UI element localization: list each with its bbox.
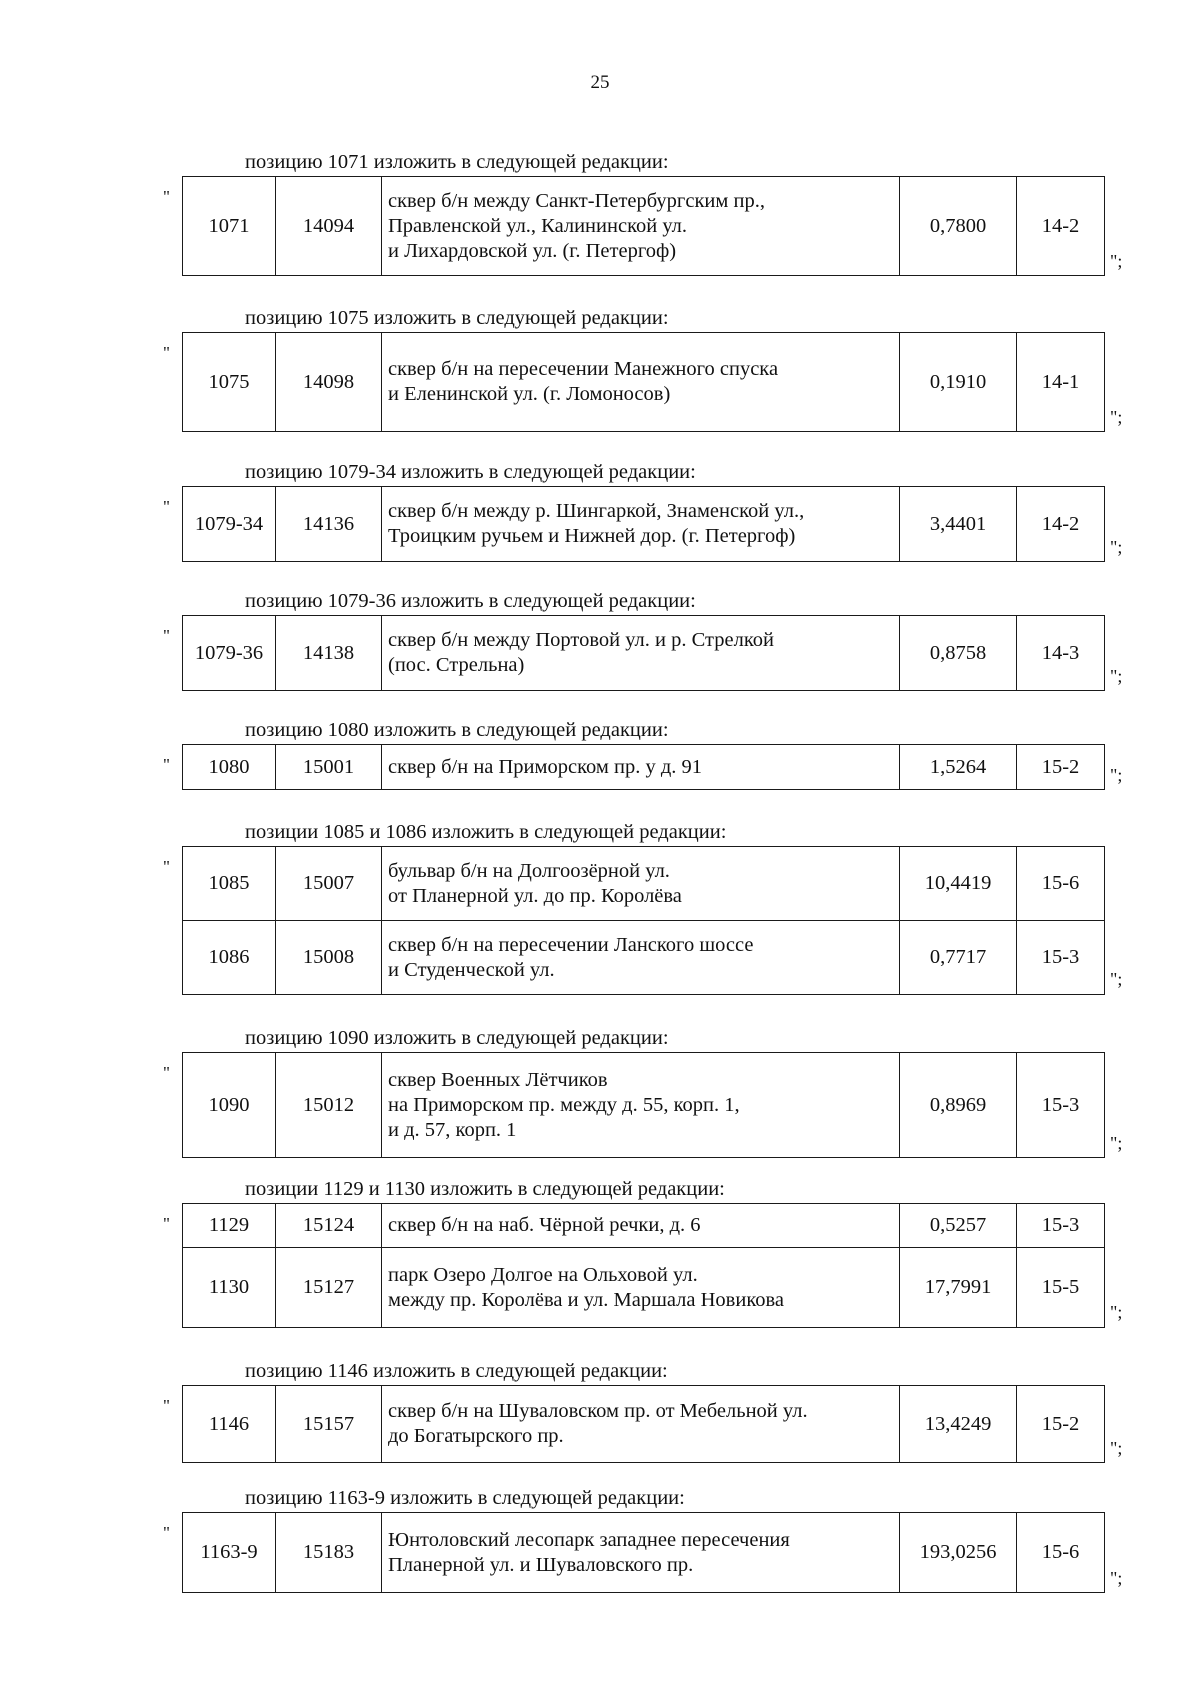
description-line: на Приморском пр. между д. 55, корп. 1, xyxy=(388,1093,740,1116)
amendment-caption: позицию 1080 изложить в следующей редакции: xyxy=(245,719,669,741)
description-cell xyxy=(382,616,900,691)
page-number: 25 xyxy=(590,72,610,93)
closing-quote: "; xyxy=(1110,407,1123,427)
position-number-cell: 1085 xyxy=(183,847,276,921)
position-table xyxy=(182,846,1105,995)
description-line: бульвар б/н на Долгоозёрной ул. xyxy=(388,859,670,882)
closing-quote: "; xyxy=(1110,765,1123,785)
object-code-cell: 15001 xyxy=(276,745,382,790)
closing-quote: "; xyxy=(1110,969,1123,989)
object-code-cell: 14138 xyxy=(276,616,382,691)
description-line: (пос. Стрельна) xyxy=(388,654,525,676)
closing-quote: "; xyxy=(1110,1302,1123,1322)
table-row xyxy=(183,921,1105,995)
description-line: сквер б/н на наб. Чёрной речки, д. 6 xyxy=(388,1214,701,1236)
table-row xyxy=(183,1386,1105,1463)
opening-quote: " xyxy=(163,343,170,362)
object-code-cell: 15012 xyxy=(276,1053,382,1158)
area-cell: 193,0256 xyxy=(900,1513,1017,1593)
opening-quote: " xyxy=(163,187,170,206)
table-row xyxy=(183,745,1105,790)
closing-quote: "; xyxy=(1110,666,1123,686)
area-cell: 17,7991 xyxy=(900,1248,1017,1328)
area-cell: 10,4419 xyxy=(900,847,1017,921)
table-row xyxy=(183,333,1105,432)
closing-quote: "; xyxy=(1110,1438,1123,1458)
position-number-cell: 1079-36 xyxy=(183,616,276,691)
description-line: от Планерной ул. до пр. Королёва xyxy=(388,884,682,907)
zone-cell: 14-1 xyxy=(1017,333,1105,432)
object-code-cell: 15124 xyxy=(276,1204,382,1248)
description-line: сквер б/н между Санкт-Петербургским пр., xyxy=(388,189,765,212)
area-cell: 1,5264 xyxy=(900,745,1017,790)
object-code-cell: 14136 xyxy=(276,487,382,562)
description-cell xyxy=(382,1053,900,1158)
zone-cell: 15-6 xyxy=(1017,847,1105,921)
object-code-cell: 14098 xyxy=(276,333,382,432)
opening-quote: " xyxy=(163,755,170,774)
position-number-cell: 1075 xyxy=(183,333,276,432)
description-line: сквер б/н на Шуваловском пр. от Мебельной ул. xyxy=(388,1400,808,1422)
amendment-caption: позицию 1146 изложить в следующей редакции: xyxy=(245,1360,668,1382)
description-line: Планерной ул. и Шуваловского пр. xyxy=(388,1553,694,1576)
description-cell xyxy=(382,921,900,995)
amendment-caption: позицию 1079-34 изложить в следующей редакции: xyxy=(245,461,696,483)
area-cell: 13,4249 xyxy=(900,1386,1017,1463)
zone-cell: 14-2 xyxy=(1017,177,1105,276)
position-number-cell: 1129 xyxy=(183,1204,276,1248)
description-cell xyxy=(382,847,900,921)
amendment-caption: позицию 1090 изложить в следующей редакции: xyxy=(245,1027,669,1049)
description-cell xyxy=(382,177,900,276)
description-line: сквер б/н между Портовой ул. и р. Стрелкой xyxy=(388,629,774,651)
opening-quote: " xyxy=(163,626,170,645)
description-line: Юнтоловский лесопарк западнее пересечения xyxy=(388,1528,790,1551)
position-number-cell: 1130 xyxy=(183,1248,276,1328)
description-line: сквер б/н на пересечении Манежного спуска xyxy=(388,358,779,380)
closing-quote: "; xyxy=(1110,1133,1123,1153)
area-cell: 0,8758 xyxy=(900,616,1017,691)
description-cell xyxy=(382,1386,900,1463)
table-row xyxy=(183,487,1105,562)
description-line: парк Озеро Долгое на Ольховой ул. xyxy=(388,1263,698,1286)
table-row xyxy=(183,616,1105,691)
position-table xyxy=(182,486,1105,562)
opening-quote: " xyxy=(163,857,170,876)
description-line: сквер б/н на пересечении Ланского шоссе xyxy=(388,933,754,956)
position-number-cell: 1163-9 xyxy=(183,1513,276,1593)
position-table xyxy=(182,1203,1105,1328)
object-code-cell: 15157 xyxy=(276,1386,382,1463)
opening-quote: " xyxy=(163,1523,170,1542)
position-table xyxy=(182,1385,1105,1463)
table-row xyxy=(183,1204,1105,1248)
closing-quote: "; xyxy=(1110,537,1123,557)
position-number-cell: 1146 xyxy=(183,1386,276,1463)
zone-cell: 15-3 xyxy=(1017,1204,1105,1248)
description-cell xyxy=(382,1248,900,1328)
description-cell xyxy=(382,1513,900,1593)
table-row xyxy=(183,1248,1105,1328)
zone-cell: 15-3 xyxy=(1017,921,1105,995)
zone-cell: 15-3 xyxy=(1017,1053,1105,1158)
opening-quote: " xyxy=(163,497,170,516)
table-row xyxy=(183,847,1105,921)
area-cell: 3,4401 xyxy=(900,487,1017,562)
position-table xyxy=(182,1052,1105,1158)
amendment-caption: позицию 1075 изложить в следующей редакции: xyxy=(245,307,669,329)
opening-quote: " xyxy=(163,1063,170,1082)
description-line: до Богатырского пр. xyxy=(388,1425,564,1447)
position-table xyxy=(182,1512,1105,1593)
area-cell: 0,5257 xyxy=(900,1204,1017,1248)
description-cell xyxy=(382,745,900,790)
position-table xyxy=(182,176,1105,276)
zone-cell: 14-3 xyxy=(1017,616,1105,691)
object-code-cell: 15183 xyxy=(276,1513,382,1593)
description-cell xyxy=(382,1204,900,1248)
closing-quote: "; xyxy=(1110,1568,1123,1588)
description-line: и д. 57, корп. 1 xyxy=(388,1118,517,1141)
description-line: сквер Военных Лётчиков xyxy=(388,1068,608,1091)
zone-cell: 15-2 xyxy=(1017,745,1105,790)
amendment-caption: позицию 1163-9 изложить в следующей редакции: xyxy=(245,1487,685,1509)
position-number-cell: 1079-34 xyxy=(183,487,276,562)
description-line: и Студенческой ул. xyxy=(388,958,555,981)
table-row xyxy=(183,177,1105,276)
object-code-cell: 14094 xyxy=(276,177,382,276)
closing-quote: "; xyxy=(1110,251,1123,271)
opening-quote: " xyxy=(163,1214,170,1233)
description-line: сквер б/н между р. Шингаркой, Знаменской ул., xyxy=(388,500,805,522)
position-number-cell: 1080 xyxy=(183,745,276,790)
opening-quote: " xyxy=(163,1396,170,1415)
description-line: между пр. Королёва и ул. Маршала Новикова xyxy=(388,1288,785,1311)
area-cell: 0,7800 xyxy=(900,177,1017,276)
description-line: сквер б/н на Приморском пр. у д. 91 xyxy=(388,755,703,778)
table-row xyxy=(183,1053,1105,1158)
object-code-cell: 15127 xyxy=(276,1248,382,1328)
zone-cell: 15-5 xyxy=(1017,1248,1105,1328)
area-cell: 0,7717 xyxy=(900,921,1017,995)
object-code-cell: 15008 xyxy=(276,921,382,995)
amendment-caption: позицию 1071 изложить в следующей редакции: xyxy=(245,151,669,173)
position-number-cell: 1071 xyxy=(183,177,276,276)
position-table xyxy=(182,744,1105,790)
position-table xyxy=(182,615,1105,691)
area-cell: 0,8969 xyxy=(900,1053,1017,1158)
position-number-cell: 1086 xyxy=(183,921,276,995)
object-code-cell: 15007 xyxy=(276,847,382,921)
position-number-cell: 1090 xyxy=(183,1053,276,1158)
area-cell: 0,1910 xyxy=(900,333,1017,432)
zone-cell: 14-2 xyxy=(1017,487,1105,562)
position-table xyxy=(182,332,1105,432)
description-line: Троицким ручьем и Нижней дор. (г. Петергоф) xyxy=(388,525,796,547)
amendment-caption: позиции 1129 и 1130 изложить в следующей редакции: xyxy=(245,1178,725,1200)
table-row xyxy=(183,1513,1105,1593)
description-line: Правленской ул., Калининской ул. xyxy=(388,214,688,237)
description-line: и Еленинской ул. (г. Ломоносов) xyxy=(388,383,671,405)
zone-cell: 15-6 xyxy=(1017,1513,1105,1593)
description-line: и Лихардовской ул. (г. Петергоф) xyxy=(388,239,677,262)
amendment-caption: позиции 1085 и 1086 изложить в следующей редакции: xyxy=(245,821,727,843)
description-cell xyxy=(382,333,900,432)
description-cell xyxy=(382,487,900,562)
amendment-caption: позицию 1079-36 изложить в следующей редакции: xyxy=(245,590,696,612)
zone-cell: 15-2 xyxy=(1017,1386,1105,1463)
